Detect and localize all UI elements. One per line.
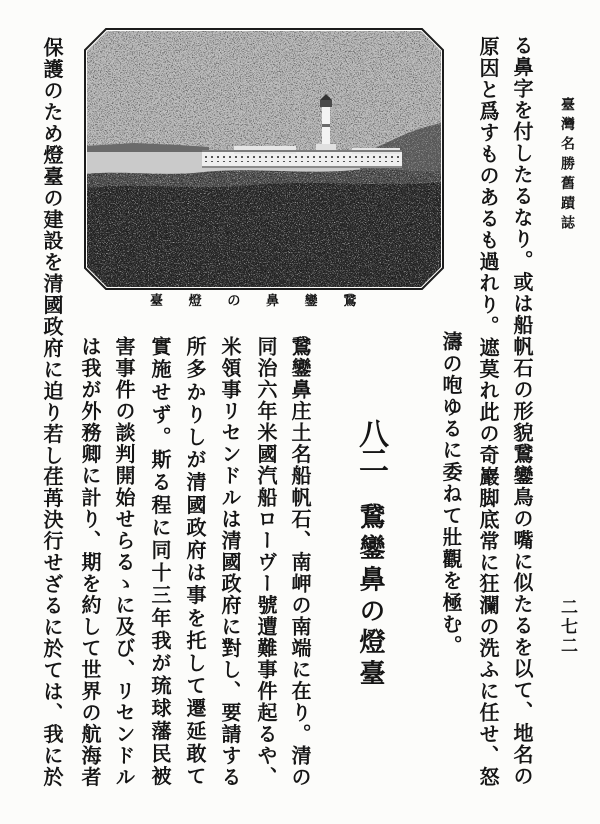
article-column-2: 同治六年米國汽船ローヴー號遭難事件起るや、: [254, 336, 278, 788]
article-number: 八二: [353, 418, 388, 472]
running-head: 臺灣名勝舊蹟誌: [559, 97, 575, 235]
article-column-8: 保護のため燈臺の建設を清國政府に迫り若し荏苒決行せざるに於ては、我に於: [40, 37, 64, 788]
article-title: 鵞鑾鼻の燈臺: [355, 503, 385, 691]
article-column-7: は我が外務卿に計り、期を約して世界の航海者: [78, 336, 102, 788]
previous-article-column-2: 原因と爲すものあるも過れり。遮莫れ此の奇巖脚底常に狂瀾の洗ふに任せ、怒: [476, 36, 500, 788]
previous-article-column-1: る鼻字を付したるなり。或は船帆石の形貌鵞鑾鳥の嘴に似たるを以て、地名の: [510, 35, 534, 787]
article-column-6: 害事件の談判開始せらるゝに及び、リセンドル: [112, 336, 136, 788]
article-column-1: 鵞鑾鼻庄土名船帆石、南岬の南端に在り。清の: [288, 336, 312, 788]
photo-caption: 鵞鑾鼻の燈臺: [150, 294, 382, 309]
article-column-5: 實施せず。斯る程に同十三年我が琉球藩民被: [148, 336, 172, 788]
article-column-4: 所多かりしが清國政府は事を托して遷延敢て: [183, 336, 207, 788]
page-number: 二七二: [557, 598, 577, 656]
lighthouse-photo: [84, 28, 444, 290]
article-column-3: 米領事リセンドルは清國政府に對し、要請する: [218, 336, 242, 788]
previous-article-column-3: 濤の咆ゆるに委ねて壯觀を極む。: [439, 331, 463, 657]
